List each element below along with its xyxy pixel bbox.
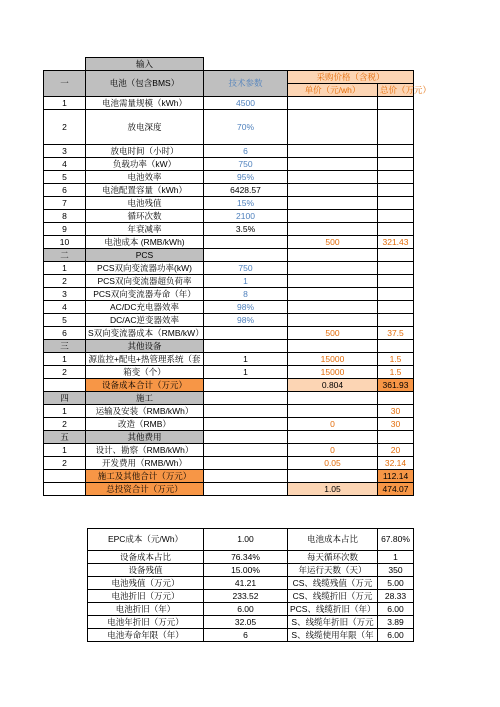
unit-price xyxy=(288,171,378,184)
total-price xyxy=(378,275,414,288)
total-price xyxy=(378,223,414,236)
row-label: PCS双向变流器寿命（年） xyxy=(86,288,204,301)
param-value: 95% xyxy=(204,171,288,184)
unit-price: 15000 xyxy=(288,353,378,366)
row-index: 7 xyxy=(44,197,86,210)
param-value xyxy=(204,327,288,340)
unit-price: 0 xyxy=(288,418,378,431)
total-price: 1.5 xyxy=(378,366,414,379)
unit-price xyxy=(288,197,378,210)
total-price: 1.5 xyxy=(378,353,414,366)
total-price xyxy=(378,301,414,314)
summary-value: 5.00 xyxy=(378,577,414,590)
total-price xyxy=(378,97,414,110)
summary-label: 电池残值（万元） xyxy=(88,577,204,590)
total-price: 30 xyxy=(378,418,414,431)
param-value: 70% xyxy=(204,110,288,145)
blank-cell xyxy=(288,249,378,262)
total-price xyxy=(378,110,414,145)
blank-cell xyxy=(378,249,414,262)
investment-total-value: 474.07 xyxy=(378,483,414,496)
unit-price: 15000 xyxy=(288,366,378,379)
row-label: 电池效率 xyxy=(86,171,204,184)
total-price: 20 xyxy=(378,444,414,457)
blank-cell xyxy=(204,392,288,405)
total-price xyxy=(378,210,414,223)
unit-price xyxy=(288,301,378,314)
summary-value: 6.00 xyxy=(378,629,414,642)
param-value: 8 xyxy=(204,288,288,301)
construction-total-value: 112.14 xyxy=(378,470,414,483)
row-index: 1 xyxy=(44,444,86,457)
blank-cell xyxy=(44,58,86,71)
section-title: 施工 xyxy=(86,392,204,405)
row-label: 负载功率（kW） xyxy=(86,158,204,171)
unit-price-header: 单价（元/wh） xyxy=(288,84,378,97)
summary-value: 6.00 xyxy=(378,603,414,616)
row-label: S双向变流器成本（RMB/kW） xyxy=(86,327,204,340)
row-index: 8 xyxy=(44,210,86,223)
row-label: 放电时间（小时） xyxy=(86,145,204,158)
summary-value: 6 xyxy=(204,629,288,642)
blank-cell xyxy=(204,58,414,71)
row-label: AC/DC充电器效率 xyxy=(86,301,204,314)
summary-label: 电池折旧（年） xyxy=(88,603,204,616)
row-index: 3 xyxy=(44,288,86,301)
param-value: 3.5% xyxy=(204,223,288,236)
summary-value: 67.80% xyxy=(378,529,414,551)
param-value xyxy=(204,418,288,431)
section-title: 电池（包含BMS） xyxy=(86,71,204,97)
summary-label: 电池成本占比 xyxy=(288,529,378,551)
section-index: 四 xyxy=(44,392,86,405)
section-title: 其他设备 xyxy=(86,340,204,353)
summary-label: 电池折旧（万元） xyxy=(88,590,204,603)
unit-price: 500 xyxy=(288,327,378,340)
blank-cell xyxy=(288,392,378,405)
equipment-total-label: 设备成本合计（万元） xyxy=(86,379,204,392)
summary-label: 年运行天数（天） xyxy=(288,564,378,577)
row-index: 5 xyxy=(44,171,86,184)
unit-price xyxy=(288,223,378,236)
section-index: 三 xyxy=(44,340,86,353)
blank-cell xyxy=(44,470,86,483)
param-value: 15% xyxy=(204,197,288,210)
unit-price: 0 xyxy=(288,444,378,457)
summary-value: 233.52 xyxy=(204,590,288,603)
summary-value: 32.05 xyxy=(204,616,288,629)
param-value: 750 xyxy=(204,262,288,275)
procurement-header: 采购价格（含税） xyxy=(288,71,414,84)
unit-price xyxy=(288,314,378,327)
summary-value: 15.00% xyxy=(204,564,288,577)
blank-cell xyxy=(204,379,288,392)
row-index: 10 xyxy=(44,236,86,249)
param-value: 750 xyxy=(204,158,288,171)
row-label: PCS双向变流器超负荷率 xyxy=(86,275,204,288)
row-index: 2 xyxy=(44,275,86,288)
summary-label: S、线缆使用年限（年 xyxy=(288,629,378,642)
param-value xyxy=(204,405,288,418)
row-label: 电池配置容量（kWh） xyxy=(86,184,204,197)
summary-label: PCS、线缆折旧（年） xyxy=(288,603,378,616)
unit-price xyxy=(288,110,378,145)
blank-cell xyxy=(288,431,378,444)
summary-label: 电池年折旧（万元） xyxy=(88,616,204,629)
unit-price xyxy=(288,275,378,288)
summary-value: 1.00 xyxy=(204,529,288,551)
summary-value: 350 xyxy=(378,564,414,577)
row-label: PCS双向变流器功率(kW) xyxy=(86,262,204,275)
blank-cell xyxy=(288,470,378,483)
investment-total-unit: 1.05 xyxy=(288,483,378,496)
blank-cell xyxy=(204,340,288,353)
unit-price xyxy=(288,158,378,171)
param-value: 1 xyxy=(204,275,288,288)
param-value: 98% xyxy=(204,314,288,327)
param-value: 98% xyxy=(204,301,288,314)
param-value: 1 xyxy=(204,366,288,379)
row-index: 1 xyxy=(44,405,86,418)
unit-price xyxy=(288,405,378,418)
summary-label: EPC成本（元/Wh） xyxy=(88,529,204,551)
total-price xyxy=(378,171,414,184)
summary-label: 电池寿命年限（年） xyxy=(88,629,204,642)
section-index: 五 xyxy=(44,431,86,444)
row-index: 2 xyxy=(44,418,86,431)
unit-price xyxy=(288,145,378,158)
blank-cell xyxy=(204,470,288,483)
unit-price xyxy=(288,97,378,110)
param-value: 1 xyxy=(204,353,288,366)
row-label: 循环次数 xyxy=(86,210,204,223)
unit-price xyxy=(288,262,378,275)
row-label: 箱变（个） xyxy=(86,366,204,379)
summary-label: S、线缆年折旧（万元 xyxy=(288,616,378,629)
summary-label: 每天循环次数 xyxy=(288,551,378,564)
total-price: 37.5 xyxy=(378,327,414,340)
investment-total-label: 总投资合计（万元） xyxy=(86,483,204,496)
blank-cell xyxy=(378,431,414,444)
summary-label: CS、线缆残值（万元 xyxy=(288,577,378,590)
equipment-total-unit: 0.804 xyxy=(288,379,378,392)
cost-input-table xyxy=(43,57,432,496)
row-label: 年衰减率 xyxy=(86,223,204,236)
total-price xyxy=(378,314,414,327)
blank-cell xyxy=(378,340,414,353)
row-label: 电池残值 xyxy=(86,197,204,210)
tech-params-header: 技术参数 xyxy=(204,71,288,97)
row-index: 6 xyxy=(44,184,86,197)
row-label: 改造（RMB） xyxy=(86,418,204,431)
blank-cell xyxy=(288,340,378,353)
row-index: 6 xyxy=(44,327,86,340)
row-index: 1 xyxy=(44,262,86,275)
blank-cell xyxy=(44,379,86,392)
section-index: 二 xyxy=(44,249,86,262)
summary-value: 6.00 xyxy=(204,603,288,616)
row-label: DC/AC逆变器效率 xyxy=(86,314,204,327)
total-price: 32.14 xyxy=(378,457,414,470)
param-value: 6 xyxy=(204,145,288,158)
row-index: 1 xyxy=(44,353,86,366)
blank-cell xyxy=(44,483,86,496)
total-price xyxy=(378,197,414,210)
row-label: 运输及安装（RMB/kWh） xyxy=(86,405,204,418)
row-label: 源监控+配电+热管理系统（套 xyxy=(86,353,204,366)
total-price xyxy=(378,158,414,171)
row-index: 2 xyxy=(44,457,86,470)
row-index: 2 xyxy=(44,366,86,379)
total-price xyxy=(378,145,414,158)
row-index: 4 xyxy=(44,301,86,314)
param-value: 6428.57 xyxy=(204,184,288,197)
blank-cell xyxy=(204,431,288,444)
row-index: 2 xyxy=(44,110,86,145)
summary-value: 3.89 xyxy=(378,616,414,629)
unit-price: 500 xyxy=(288,236,378,249)
equipment-total-value: 361.93 xyxy=(378,379,414,392)
summary-value: 76.34% xyxy=(204,551,288,564)
blank-cell xyxy=(378,392,414,405)
row-label: 放电深度 xyxy=(86,110,204,145)
blank-cell xyxy=(204,483,288,496)
param-value xyxy=(204,457,288,470)
row-index: 4 xyxy=(44,158,86,171)
unit-price xyxy=(288,184,378,197)
summary-value: 28.33 xyxy=(378,590,414,603)
param-value: 2100 xyxy=(204,210,288,223)
row-label: 电池需量规模（kWh） xyxy=(86,97,204,110)
total-price: 321.43 xyxy=(378,236,414,249)
construction-total-label: 施工及其他合计（万元） xyxy=(86,470,204,483)
summary-table xyxy=(87,528,414,642)
unit-price xyxy=(288,210,378,223)
unit-price xyxy=(288,288,378,301)
section-index: 一 xyxy=(44,71,86,97)
row-label: 开发费用（RMB/Wh） xyxy=(86,457,204,470)
section-title: PCS xyxy=(86,249,204,262)
blank-cell xyxy=(204,249,288,262)
row-label: 设计、勘察（RMB/kWh） xyxy=(86,444,204,457)
summary-value: 41.21 xyxy=(204,577,288,590)
section-title: 其他费用 xyxy=(86,431,204,444)
unit-price: 0.05 xyxy=(288,457,378,470)
summary-value: 1 xyxy=(378,551,414,564)
input-header: 输入 xyxy=(86,58,204,71)
param-value xyxy=(204,444,288,457)
total-price xyxy=(378,262,414,275)
summary-label: 设备残值 xyxy=(88,564,204,577)
summary-label: 设备成本占比 xyxy=(88,551,204,564)
param-value: 4500 xyxy=(204,97,288,110)
row-index: 9 xyxy=(44,223,86,236)
row-label: 电池成本 (RMB/kWh) xyxy=(86,236,204,249)
total-price xyxy=(378,288,414,301)
param-value xyxy=(204,236,288,249)
total-price: 30 xyxy=(378,405,414,418)
row-index: 3 xyxy=(44,145,86,158)
summary-label: CS、线缆折旧（万元 xyxy=(288,590,378,603)
row-index: 1 xyxy=(44,97,86,110)
total-price-header: 总价（万元） xyxy=(378,84,414,97)
total-price xyxy=(378,184,414,197)
row-index: 5 xyxy=(44,314,86,327)
